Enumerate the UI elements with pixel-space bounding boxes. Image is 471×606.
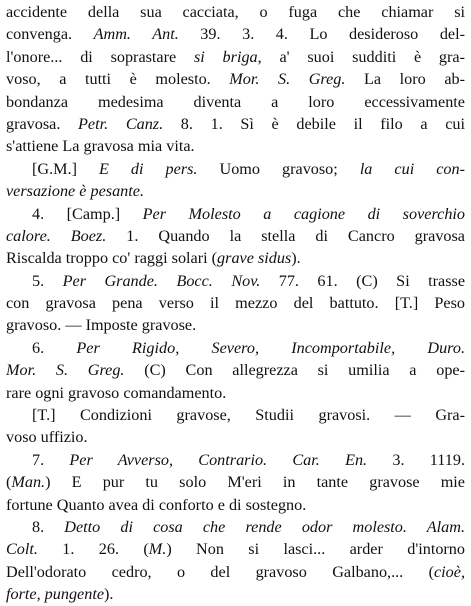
- text-segment: voso uffizio.: [6, 428, 88, 447]
- text-line: [6, 538, 465, 560]
- text-segment: accidente della sua cacciata, o fuga che chiamar si: [6, 3, 465, 21]
- text-segment: con gravosa pena verso il mezzo del battuto. [T.] Peso: [6, 294, 465, 313]
- text-segment: 3. 1119.: [367, 450, 465, 469]
- text-line: [6, 68, 465, 90]
- text-segment: l'onore... di soprastare: [6, 47, 194, 66]
- text-segment: voso, a tutti è molesto.: [6, 70, 230, 89]
- text-segment: La loro ab-: [345, 70, 465, 89]
- text-line: [6, 561, 465, 583]
- italic-text-segment: Mor. S. Greg.: [229, 70, 346, 89]
- text-segment: 1. 26. (: [37, 540, 149, 559]
- text-segment: Dell'odorato cedro, o del gravoso Galbano,... (: [6, 562, 434, 581]
- text-segment: 6.: [32, 338, 77, 357]
- text-line: [6, 23, 465, 45]
- text-line: [6, 1, 465, 23]
- text-line: [6, 337, 465, 359]
- text-segment: , a' suoi sudditi è gra-: [257, 47, 465, 66]
- text-segment: (: [6, 473, 12, 492]
- text-line: [6, 404, 465, 426]
- text-segment: Riscalda troppo co' raggi solari (: [6, 249, 218, 268]
- text-segment: rare ogni gravoso comandamento.: [6, 383, 227, 402]
- text-segment: ).: [104, 585, 114, 604]
- text-line: [6, 359, 465, 381]
- text-line: [6, 135, 465, 157]
- text-line: [6, 158, 465, 180]
- text-segment: 7.: [32, 450, 70, 469]
- text-line: [6, 270, 465, 292]
- italic-text-segment: Per Avverso, Contrario. Car. En.: [69, 450, 368, 469]
- italic-text-segment: M.: [148, 540, 167, 559]
- text-segment: 8. 1. Sì è debile il filo a cui: [163, 114, 465, 133]
- text-line: [6, 516, 465, 538]
- italic-text-segment: Petr. Canz.: [78, 114, 164, 133]
- text-segment: bondanza medesima diventa a loro eccessivamente: [6, 92, 465, 111]
- text-segment: ) E pur tu solo M'eri in tante gravose mie: [45, 473, 465, 492]
- text-line: [6, 471, 465, 493]
- italic-text-segment: Mor. S. Greg.: [6, 361, 125, 380]
- italic-text-segment: Per Rigido, Severo, Incomportabile, Duro.: [76, 338, 465, 357]
- text-line: [6, 449, 465, 471]
- text-line: [6, 292, 465, 314]
- italic-text-segment: Man.: [11, 473, 46, 492]
- text-segment: (C) Con allegrezza si umilia a ope-: [124, 361, 465, 380]
- text-segment: gravoso. — Imposte gravose.: [6, 316, 197, 335]
- italic-text-segment: Per Molesto a cagione di soverchio: [142, 204, 465, 223]
- italic-text-segment: calore. Boez.: [6, 226, 107, 245]
- text-segment: ) Non si lasci... arder d'intorno: [166, 540, 465, 559]
- text-segment: Uomo gravoso;: [197, 159, 360, 178]
- text-segment: fortune Quanto avea di conforto e di sostegno.: [6, 495, 307, 514]
- text-line: [6, 225, 465, 247]
- italic-text-segment: Detto di cosa che rende odor molesto. Alam.: [64, 517, 465, 536]
- italic-text-segment: Per Grande. Bocc. Nov.: [62, 271, 261, 290]
- text-segment: 8.: [32, 517, 65, 536]
- text-segment: gravosa.: [6, 114, 79, 133]
- text-line: [6, 91, 465, 113]
- italic-text-segment: forte, pungente: [6, 585, 105, 604]
- text-line: [6, 247, 465, 269]
- text-segment: [G.M.]: [32, 159, 99, 178]
- text-segment: 77. 61. (C) Si trasse: [260, 271, 465, 290]
- italic-text-segment: grave sidus: [217, 249, 292, 268]
- text-segment: ).: [291, 249, 301, 268]
- text-line: [6, 46, 465, 68]
- italic-text-segment: Amm. Ant.: [93, 25, 179, 44]
- italic-text-segment: Colt.: [6, 540, 38, 559]
- italic-text-segment: E di pers.: [99, 159, 198, 178]
- text-line: [6, 382, 465, 404]
- text-segment: 4. [Camp.]: [32, 204, 143, 223]
- text-line: [6, 203, 465, 225]
- italic-text-segment: la cui con-: [359, 159, 465, 178]
- text-segment: [T.] Condizioni gravose, Studii gravosi. — Gra-: [32, 406, 465, 425]
- text-segment: 5.: [32, 271, 63, 290]
- text-line: [6, 314, 465, 336]
- italic-text-segment: versazione è pesante.: [6, 182, 145, 201]
- italic-text-segment: si briga: [193, 47, 258, 66]
- text-segment: 39. 3. 4. Lo desideroso del-: [178, 25, 465, 44]
- text-line: [6, 494, 465, 516]
- italic-text-segment: cioè,: [433, 562, 465, 581]
- text-line: [6, 583, 465, 605]
- text-segment: s'attiene La gravosa mia vita.: [6, 137, 195, 156]
- text-line: [6, 180, 465, 202]
- text-segment: convenga.: [6, 25, 94, 44]
- text-line: [6, 113, 465, 135]
- text-line: [6, 426, 465, 448]
- text-segment: 1. Quando la stella di Cancro gravosa: [106, 226, 465, 245]
